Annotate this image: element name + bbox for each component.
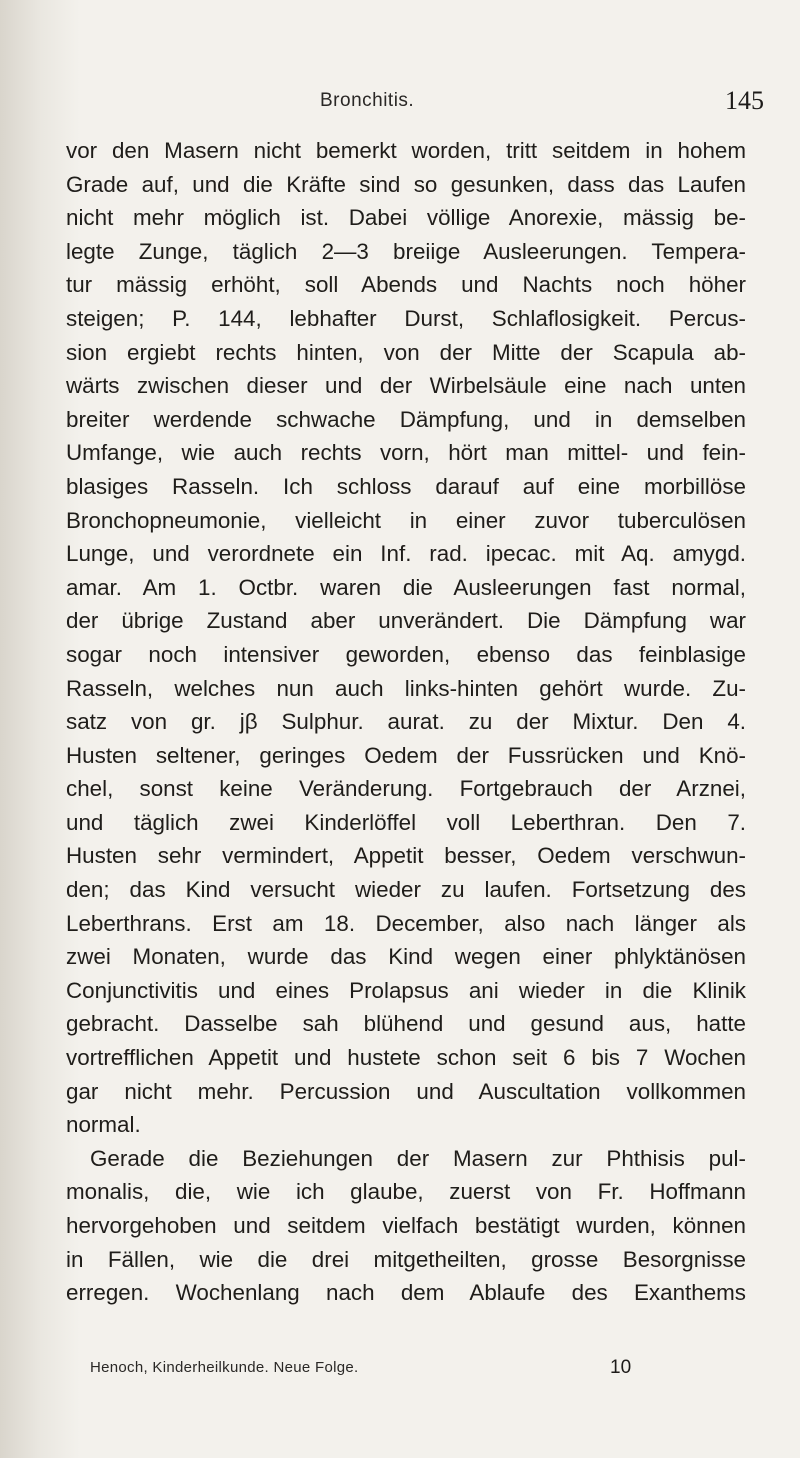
- text-line: sion ergiebt rechts hinten, von der Mitte der Scapula ab-: [66, 339, 746, 365]
- text-line: Husten sehr vermindert, Appetit besser, Oedem verschwun-: [66, 843, 746, 869]
- text-line: Conjunctivitis und eines Prolapsus ani wieder in die Klinik: [66, 977, 746, 1003]
- text-line: hervorgehoben und seitdem vielfach bestätigt wurden, können: [66, 1213, 746, 1238]
- text-line: Grade auf, und die Kräfte sind so gesunken, dass das Laufen: [66, 171, 746, 197]
- signature-mark: 10: [610, 1357, 632, 1378]
- text-line: in Fällen, wie die drei mitgetheilten, grosse Besorgnisse: [66, 1246, 746, 1272]
- text-line: Bronchopneumonie, vielleicht in einer zuvor tuberculösen: [66, 507, 746, 533]
- text-line: Gerade die Beziehungen der Masern zur Phthisis pul-: [90, 1145, 746, 1171]
- text-line: breiter werdende schwache Dämpfung, und in demselben: [66, 406, 746, 432]
- footer-source: Henoch, Kinderheilkunde. Neue Folge.: [90, 1359, 359, 1376]
- text-line: Leberthrans. Erst am 18. December, also nach länger als: [66, 910, 746, 936]
- text-line: legte Zunge, täglich 2—3 breiige Ausleerungen. Tempera-: [66, 238, 746, 264]
- text-line: satz von gr. jβ Sulphur. aurat. zu der Mixtur. Den 4.: [66, 709, 746, 735]
- body-text: [66, 134, 746, 1310]
- text-line: gar nicht mehr. Percussion und Auscultation vollkommen: [66, 1078, 746, 1104]
- text-line: und täglich zwei Kinderlöffel voll Leberthran. Den 7.: [66, 809, 746, 835]
- text-line: monalis, die, wie ich glaube, zuerst von Fr. Hoffmann: [66, 1179, 746, 1205]
- text-line: vortrefflichen Appetit und hustete schon seit 6 bis 7 Wochen: [66, 1045, 746, 1071]
- text-line: Lunge, und verordnete ein Inf. rad. ipecac. mit Aq. amygd.: [66, 541, 746, 567]
- text-line: tur mässig erhöht, soll Abends und Nachts noch höher: [66, 272, 746, 298]
- text-line: den; das Kind versucht wieder zu laufen. Fortsetzung des: [66, 877, 746, 903]
- text-line: amar. Am 1. Octbr. waren die Ausleerungen fast normal,: [66, 574, 746, 600]
- text-line: steigen; P. 144, lebhafter Durst, Schlaflosigkeit. Percus-: [66, 305, 746, 331]
- text-line: wärts zwischen dieser und der Wirbelsäule eine nach unten: [66, 373, 746, 399]
- text-line: gebracht. Dasselbe sah blühend und gesund aus, hatte: [66, 1011, 746, 1037]
- text-line: erregen. Wochenlang nach dem Ablaufe des Exanthems: [66, 1280, 746, 1306]
- text-line: chel, sonst keine Veränderung. Fortgebrauch der Arznei,: [66, 776, 746, 802]
- text-line: zwei Monaten, wurde das Kind wegen einer phlyktänösen: [66, 944, 746, 970]
- text-line: der übrige Zustand aber unverändert. Die Dämpfung war: [66, 608, 746, 634]
- text-line: vor den Masern nicht bemerkt worden, tritt seitdem in hohem: [66, 138, 746, 163]
- page-number: 145: [725, 86, 764, 115]
- text-line: blasiges Rasseln. Ich schloss darauf auf eine morbillöse: [66, 473, 746, 499]
- text-line: Husten seltener, geringes Oedem der Fussrücken und Knö-: [66, 742, 746, 768]
- text-line: Rasseln, welches nun auch links-hinten gehört wurde. Zu-: [66, 675, 746, 701]
- page-footer: [90, 1357, 650, 1381]
- page-header: [0, 86, 800, 116]
- text-line: sogar noch intensiver geworden, ebenso das feinblasige: [66, 641, 746, 667]
- text-line: normal.: [66, 1112, 141, 1138]
- text-line: nicht mehr möglich ist. Dabei völlige Anorexie, mässig be-: [66, 205, 746, 231]
- text-line: Umfange, wie auch rechts vorn, hört man mittel- und fein-: [66, 440, 746, 466]
- running-title: Bronchitis.: [320, 90, 415, 111]
